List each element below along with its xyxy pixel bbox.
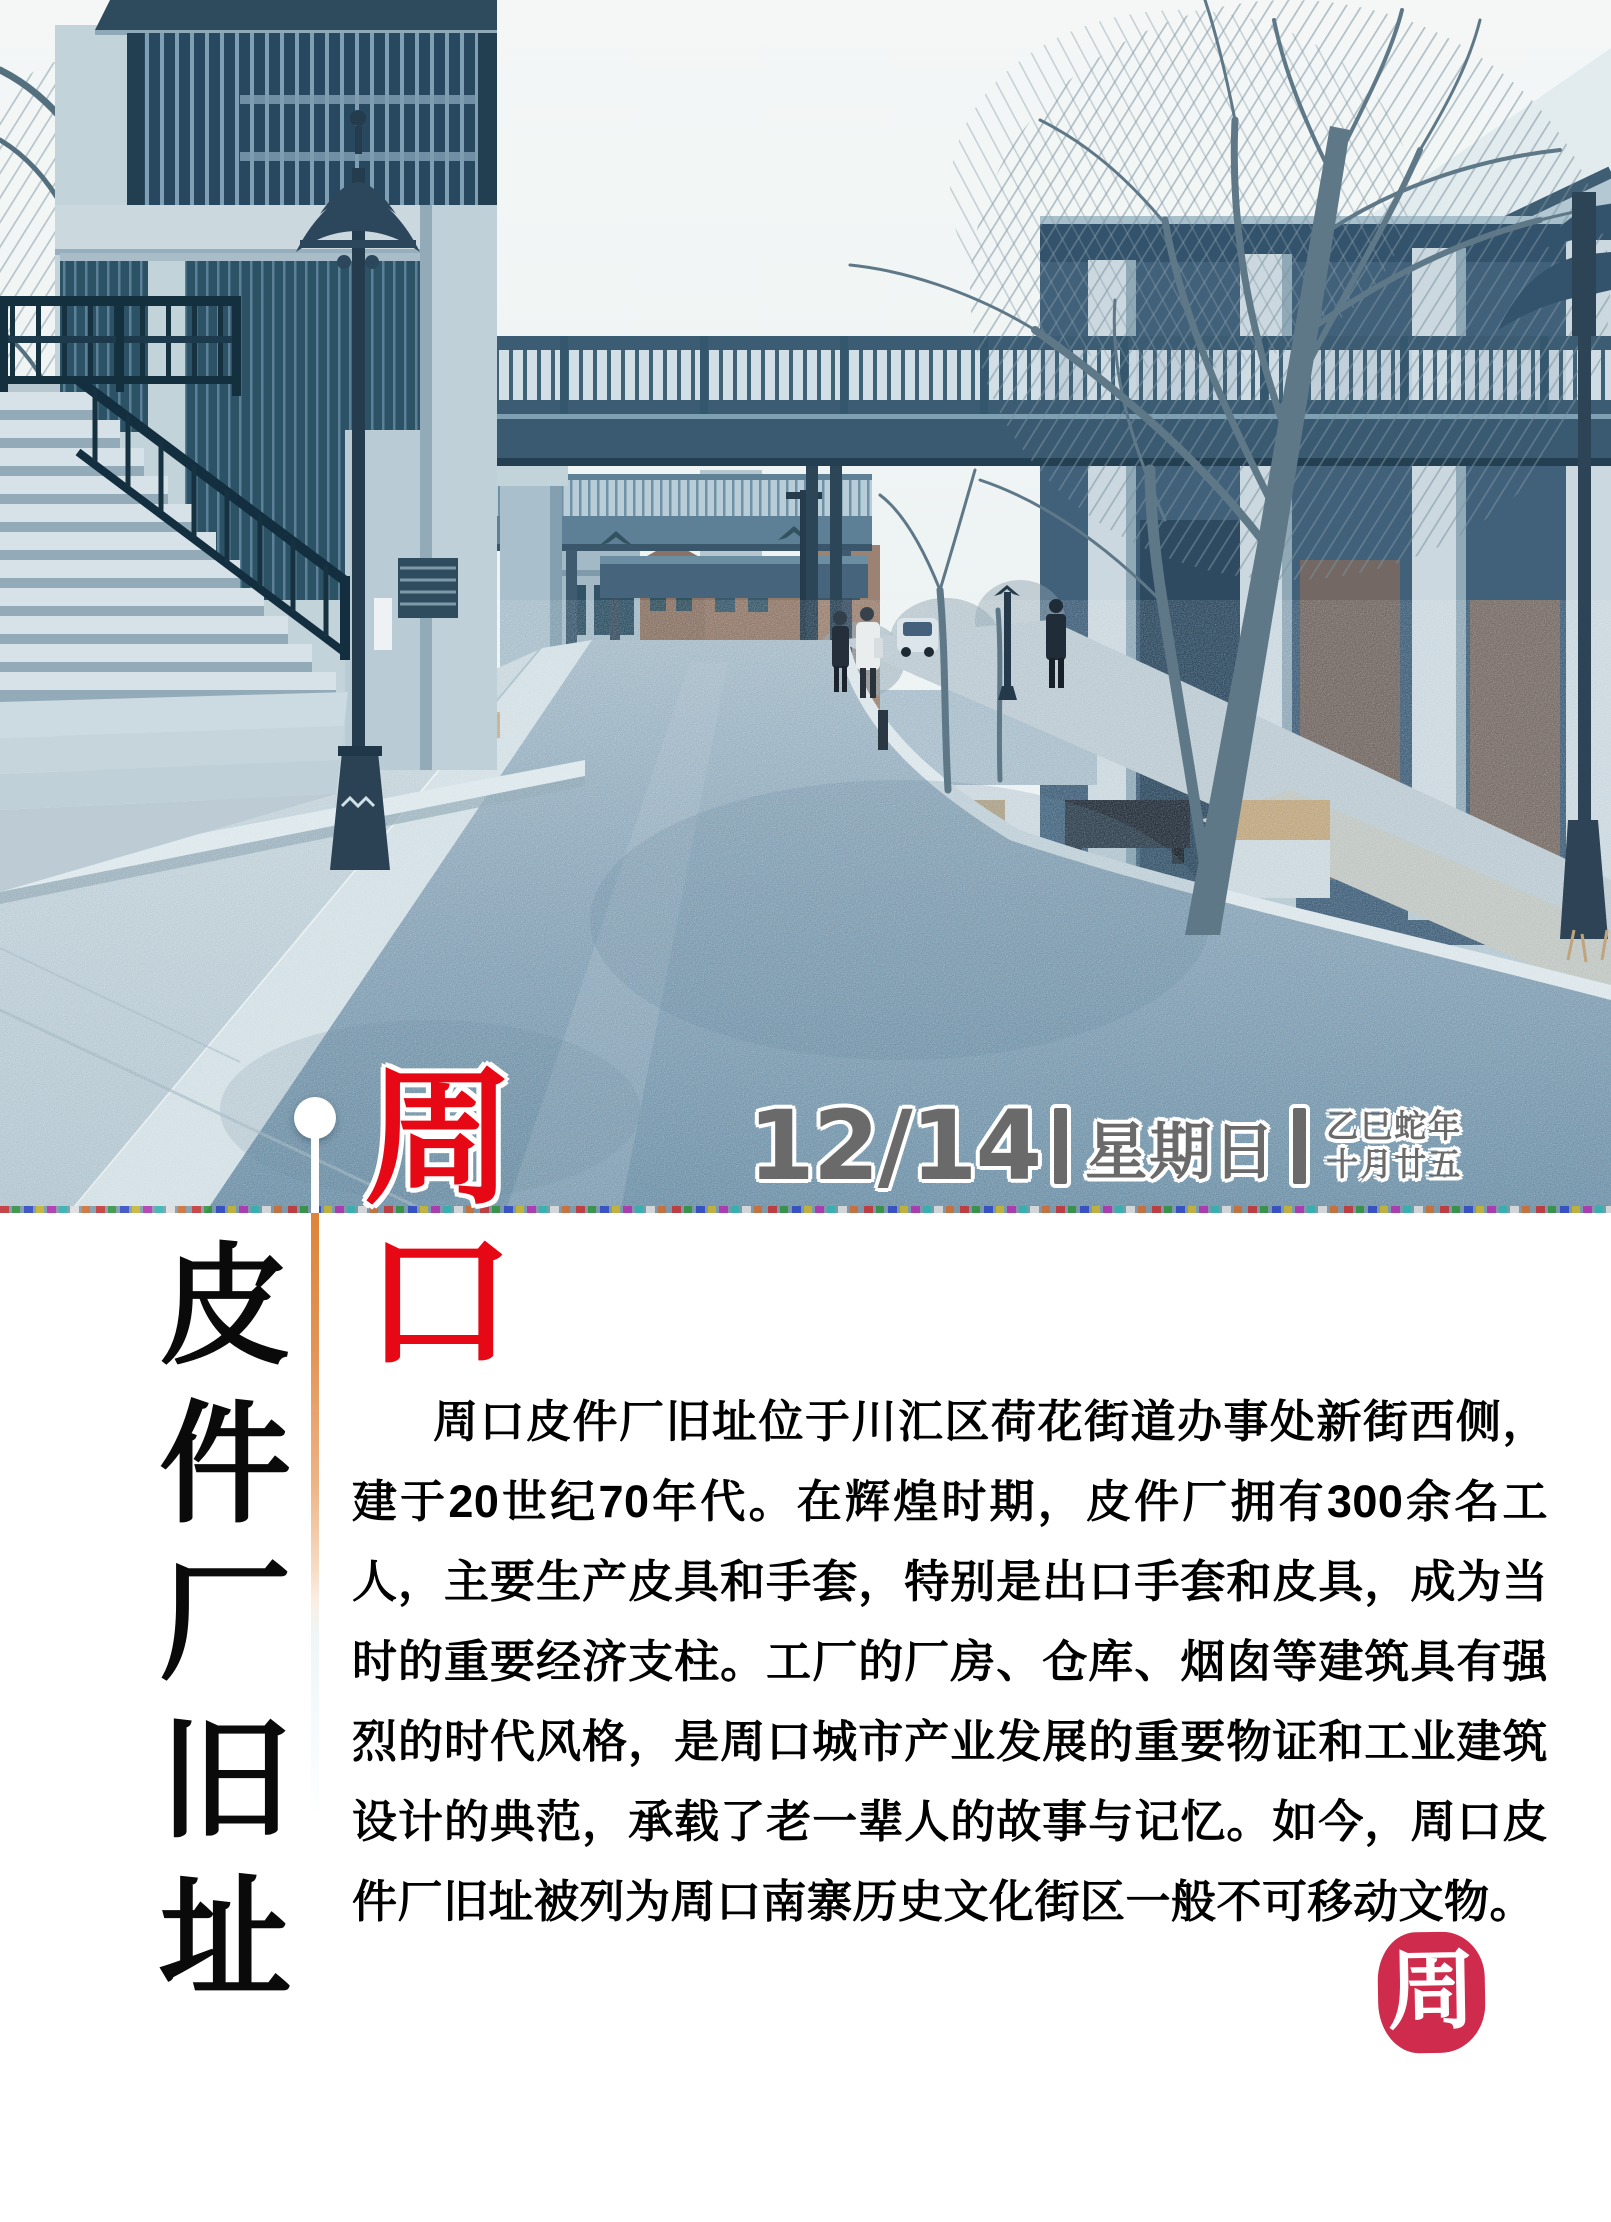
separator-bar [1293, 1108, 1306, 1184]
lunar-date [1326, 1107, 1462, 1183]
glitch-strip [0, 1206, 1611, 1213]
timeline-line-orange [311, 1213, 319, 1817]
article-title-vertical: 皮件厂旧址 [139, 1236, 286, 2026]
car [897, 618, 938, 657]
timeline-dot [294, 1097, 336, 1139]
date-block [748, 1090, 1463, 1202]
left-building [0, 0, 497, 892]
article-paragraph: 周口皮件厂旧址位于川汇区荷花街道办事处新街西侧，建于20世纪70年代。在辉煌时期，皮件厂拥有300余名工人，主要生产皮具和手套，特别是出口手套和皮具，成为当时的重要经济支柱。工厂的厂房、仓库、烟囱等建筑具有强烈的时代风格，是周口城市产业发展的重要物证和工业建筑设计的典范，承载了老一辈人的故事与记忆。如今，周口皮件厂旧址被列为周口南寨历史文化街区一般不可移动文物。 [352, 1396, 1548, 1927]
seal-character: 周 [1386, 1942, 1477, 2042]
headline-vertical: 周口 [341, 1058, 507, 1386]
date-weekday: 星期日 [1085, 1118, 1278, 1187]
separator-bar [1054, 1108, 1067, 1184]
seal-stamp [1377, 1931, 1486, 2054]
timeline-line-white [311, 1136, 319, 1213]
date-month-day: 12/14 [748, 1090, 1041, 1202]
lunar-day: 十月廿五 [1326, 1146, 1463, 1182]
lunar-year: 乙巳蛇年 [1326, 1108, 1463, 1144]
